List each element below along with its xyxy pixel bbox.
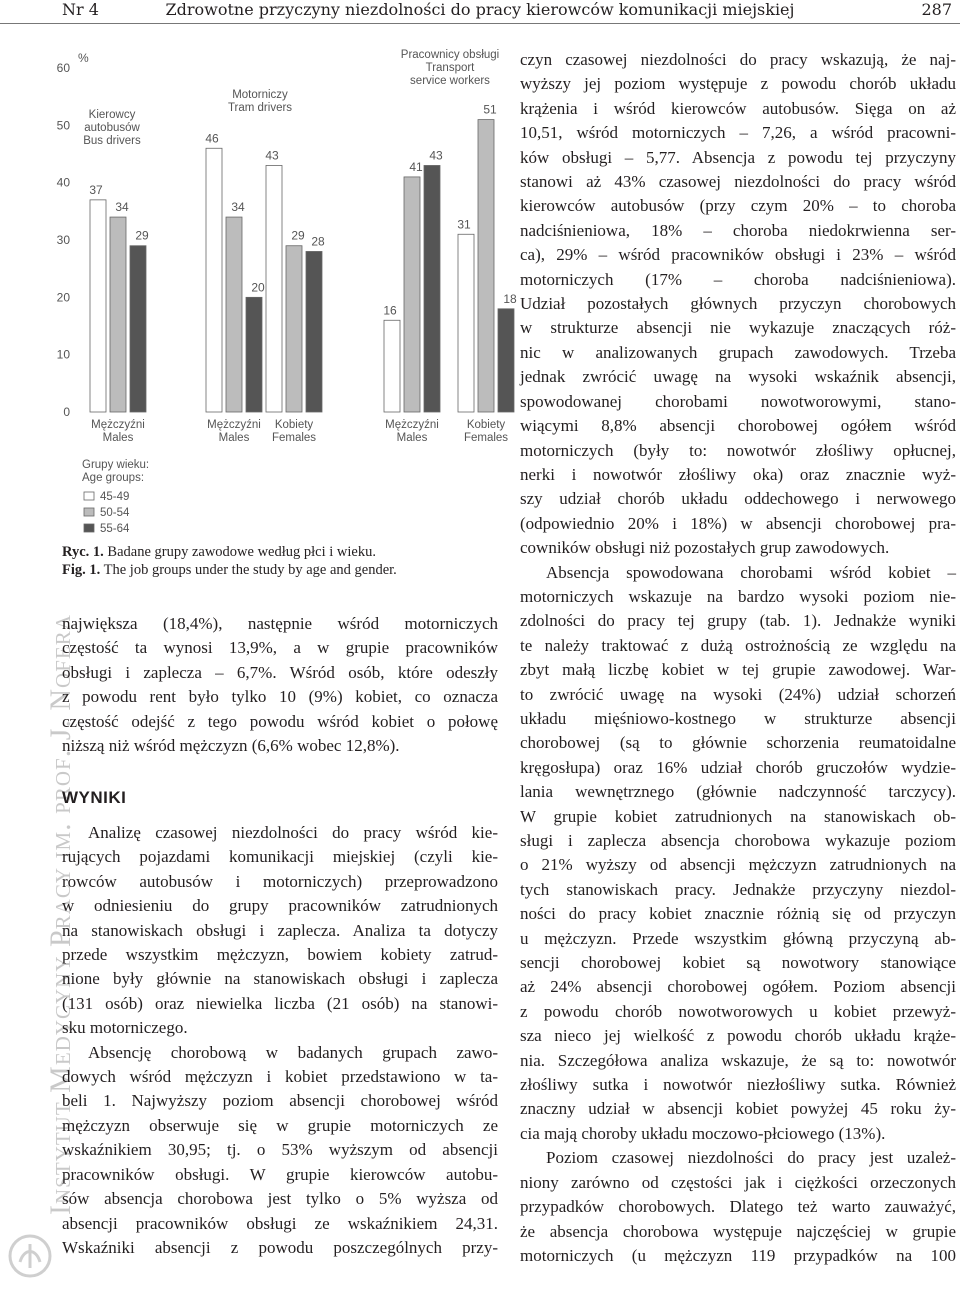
text-line: W grupie kobiet zatrudnionych na stanowiskach ob- [520,806,956,826]
text-line: chorobowej (są to głównie schorzenia reumatoidalne [520,733,956,753]
group-title: autobusów [84,122,140,134]
watermark [0,575,77,1290]
text-line: nadciśnieniowa, 18% – choroba niedokrwienna ser- [520,220,956,240]
text-line: sencji chorobowej kobiet są nowotwory stanowiące [520,953,956,973]
bar [404,177,420,412]
text-line: wskaźnikiem 30,95; tj. o 53% wyższym od absencji [62,1140,498,1160]
text-line: kierowców autobusów (przy czym 20% – to choroba [520,196,956,216]
legend-swatch [84,508,94,516]
text-line: mężczyzn obserwuje się w grupie motorniczych ze [62,1115,498,1135]
bar [130,246,146,412]
bar [458,234,474,412]
bar [498,309,514,412]
text-line: motorniczych (u mężczyzn 119 przypadków na 100 [520,1245,956,1265]
data-label: 31 [457,217,471,232]
text-line: częstość ta wynosi 13,9%, a w grupie pracowników [62,638,498,658]
text-line: aż 24% absencji chorobowej ogółem. Poziom absencji [520,977,956,997]
bar [424,165,440,412]
text-line: u mężczyzn. Przede wszystkim główną przyczyną ab- [520,928,956,948]
text-line: cowników obsługi niż pozostałych grup zawodowych. [520,538,890,558]
y-tick-label: 30 [56,233,70,247]
caption-pl-text: Badane grupy zawodowe według płci i wieku. [103,544,376,560]
issue-number: Nr 4 [62,0,99,19]
data-label: 41 [409,159,423,174]
text-line: stanowi aż 43% czasowej niezdolności do pracy wśród [520,172,956,192]
running-header [0,0,960,24]
cluster-label: Females [463,432,509,444]
text-line: Udział pozostałych głównych przyczyn chorobowych [520,294,956,314]
text-line: w strukturze absencji nie wykazuje znaczących róż- [520,318,956,338]
text-line: ca), 29% – wśród pracowników obsługi i 23% – wśród [520,245,956,265]
text-line: (131 osób) oraz niewielka liczba (21 osób) na stanowi- [62,993,498,1013]
text-line: te należy traktować z dużą ostrożnością ze względu na [520,635,956,655]
y-tick-label: 20 [56,290,70,305]
text-line: z powodu chorób nowotworowych u kobiet przewyż- [520,1001,956,1021]
text-line: motorniczych wskazuje na bardzo wysoki poziom nie- [520,586,956,606]
figure-caption [62,543,502,579]
text-line: jednak zwrócić uwagę na wysoki wskaźnik absencji, [520,367,956,387]
text-line: największa (18,4%), następnie wśród motorniczych [62,614,498,633]
cluster-label: Mężczyźni [385,419,439,431]
text-line: sów absencja chorobowa jest tylko o 5% wyższa od [62,1189,498,1209]
text-line: Poziom czasowej niezdolności do pracy jest uzależ- [546,1148,956,1168]
left-paragraph-1 [62,612,498,758]
cluster-label: Mężczyźni [207,419,261,431]
text-line: niony zarówno od częstości jak i ciężkości orzeczonych [520,1172,956,1192]
text-line: nione były głównie na stanowiskach obsługi i zaplecza [62,969,498,989]
data-label: 16 [383,303,397,318]
header-rule [0,23,960,24]
text-line: ności do pracy kobiet znacznie różnią się od przyczyn [520,904,956,924]
data-label: 20 [251,280,265,295]
legend-title: Grupy wieku: [82,459,150,471]
data-label: 29 [135,228,149,243]
y-axis-label: % [78,51,89,65]
y-tick-label: 50 [56,118,70,133]
group-title: Pracownicy obsługi [400,49,500,61]
bar [90,200,106,412]
data-label: 34 [231,200,245,215]
cluster-label: Kobiety [274,419,314,431]
legend-label: 55-64 [100,523,130,535]
text-line: rowców autobusów i motorniczych) przeprowadzono [62,871,498,891]
cluster-label: Kobiety [466,419,506,431]
bar [110,217,126,412]
text-line: obsługi i zaplecza – 6,7%. Wśród osób, które odeszły [62,662,498,682]
text-line: lania wewnętrznego (głównie nadczynność tarczycy). [520,782,956,802]
bar [384,320,400,412]
text-line: układu mięśniowo-kostnego w strukturze absencji [520,708,956,728]
text-line: wyższy jej poziom występuje z powodu chorób układu [520,74,956,94]
text-line: złośliwy sutka i nowotwór niezłośliwy sutka. Również [520,1075,956,1095]
text-line: niższą niż wśród mężczyzn (6,6% wobec 12,8%). [62,736,400,756]
caption-en-text: The job groups under the study by age and gender. [100,562,397,578]
text-line: o 21% wyższy od absencji mężczyzn zatrudnionych na [520,855,956,875]
bar [246,297,262,412]
group-title: Transport [425,62,475,74]
text-line: pracowników obsługi. W grupie kierowców autobu- [62,1164,498,1184]
text-line: Absencja spowodowana chorobami wśród kobiet – [546,562,956,582]
text-line: tych stanowiskach pracy. Jednakże przyczyny niezdol- [520,879,956,899]
y-tick-label: 10 [56,347,70,362]
text-line: absencji pracowników obsługi ze wskaźnikiem 24,31. [62,1213,498,1233]
cluster-label: Females [271,432,317,444]
text-line: nic w analizowanych grupach zawodowych. Trzeba [520,342,956,362]
text-line: w odniesieniu do grupy pracowników zatrudnionych [62,896,498,916]
bar [306,251,322,412]
text-line: beli 1. Najwyższy poziom absencji chorobowej wśród [62,1091,498,1111]
text-line: na stanowiskach obsługi i zaplecza. Analiza ta dotyczy [62,920,498,940]
data-label: 43 [265,148,279,163]
text-line: zbyt małą liczbę kobiet w tej grupie zawodowej. War- [520,660,956,680]
text-line: krążenia i wśród kierowców autobusów. Sięga on aż [520,98,956,118]
legend-title-en: Age groups: [82,472,145,484]
text-line: przede wszystkim mężczyzn, bowiem kobiety zatrud- [62,945,498,965]
text-line: motorniczych (były to: nowotwór złośliwy opłucnej, [520,440,956,460]
text-line: sługi i zaplecza absencja chorobowa wykazuje poziom [520,831,956,850]
group-title: Tram drivers [227,102,293,114]
cluster-label: Mężczyźni [91,419,145,431]
bar [226,217,242,412]
bar [206,148,222,412]
text-line: dowych wśród mężczyzn i kobiet przedstawiono w ta- [62,1067,498,1087]
bar [286,246,302,412]
page-number: 287 [921,0,952,19]
group-title: service workers [410,75,490,87]
text-line: szy udział chorób układu oddechowego i nerwowego [520,489,956,509]
group-title: Bus drivers [83,135,141,147]
text-line: przypadków chorobowych. Dlatego też warto zauważyć, [520,1197,956,1217]
data-label: 46 [205,131,219,146]
text-line: cia mają choroby układu moczowo-płciowego (13%). [520,1123,886,1143]
text-line: że absencja chorobowa występuje najczęściej w grupie [520,1221,956,1241]
text-line: to zwrócić uwagę na wysoki (24%) udział schorzeń [520,684,956,704]
legend-swatch [84,524,94,532]
watermark-text: Instytut Medycyny Pracy im. prof. J. Nofera [44,614,77,1215]
caption-en-label: Fig. 1. [62,562,101,578]
legend-label: 50-54 [100,507,130,519]
data-label: 43 [429,148,443,163]
text-line: (odpowiednio 20% i 18%) w absencji chorobowej pra- [520,513,956,533]
right-column [520,48,956,1268]
section-heading: WYNIKI [62,788,127,807]
text-line: nia. Szczegółowa analiza wskazuje, że są to: nowotwór [520,1050,956,1070]
text-line: rujących pojazdami komunikacji miejskiej (czyli kie- [62,847,498,867]
y-tick-label: 40 [56,175,70,190]
data-label: 51 [483,102,497,117]
data-label: 37 [89,182,103,197]
text-line: ków obsługi – 5,77. Absencja z powodu tej przyczyny [520,147,956,167]
text-line: sku motorniczego. [62,1018,188,1038]
legend-swatch [84,492,94,500]
text-line: częstość odejść z tego powodu wśród kobiet o połowę [62,711,498,731]
text-line: z powodu rent było tylko 10 (9%) kobiet, co oznacza [62,687,498,707]
text-line: czyn czasowej niezdolności do pracy wskazują, że naj- [520,50,956,69]
group-title: Motorniczy [232,89,288,101]
data-label: 28 [311,234,325,249]
text-line: znaczny udział w absencji kobiet powyżej 45 roku ży- [520,1099,956,1119]
text-line: nerki i nowotwór złośliwy oka) oraz znacznie wyż- [520,464,956,484]
data-label: 18 [503,291,517,306]
data-label: 34 [115,200,129,215]
text-line: spowodowanej chorobami nowotworowymi, stano- [520,391,956,411]
caption-pl-label: Ryc. 1. [62,544,104,560]
text-line: Wskaźniki absencji z powodu poszczególnych przy- [62,1237,498,1257]
running-title: Zdrowotne przyczyny niezdolności do pracy kierowców komunikacji miejskiej [165,0,795,19]
legend-label: 45-49 [100,491,130,503]
text-line: Analizę czasowej niezdolności do pracy wśród kie- [88,823,498,842]
text-line: Absencję chorobową w badanych grupach zawo- [88,1042,498,1062]
y-tick-label: 0 [63,405,70,419]
cluster-label: Males [102,432,134,444]
y-tick-label: 60 [56,61,70,75]
text-line: sza nieco jej wielkość z powodu chorób układu krąże- [520,1026,956,1046]
text-line: kręgosłupa) oraz 16% udział chorób gruczołów wydzie- [520,757,956,777]
left-paragraphs [62,821,498,1260]
cluster-label: Males [396,432,428,444]
cluster-label: Males [218,432,250,444]
group-title: Kierowcy [88,109,136,121]
text-line: zdolności do pracy tej grupy (tab. 1). Jednakże wyniki [520,611,956,631]
bar [266,165,282,412]
text-line: 10,51, wśród motorniczych – 7,26, a wśród pracowni- [520,123,956,143]
bar-chart [50,48,517,538]
institute-logo-icon [6,1232,54,1280]
text-line: motorniczych (17% – choroba nadciśnieniowa). [520,269,956,289]
text-line: wiącymi 8,8% absencji chorobowej ogółem wśród [520,416,956,436]
bar [478,120,494,412]
data-label: 29 [291,228,305,243]
